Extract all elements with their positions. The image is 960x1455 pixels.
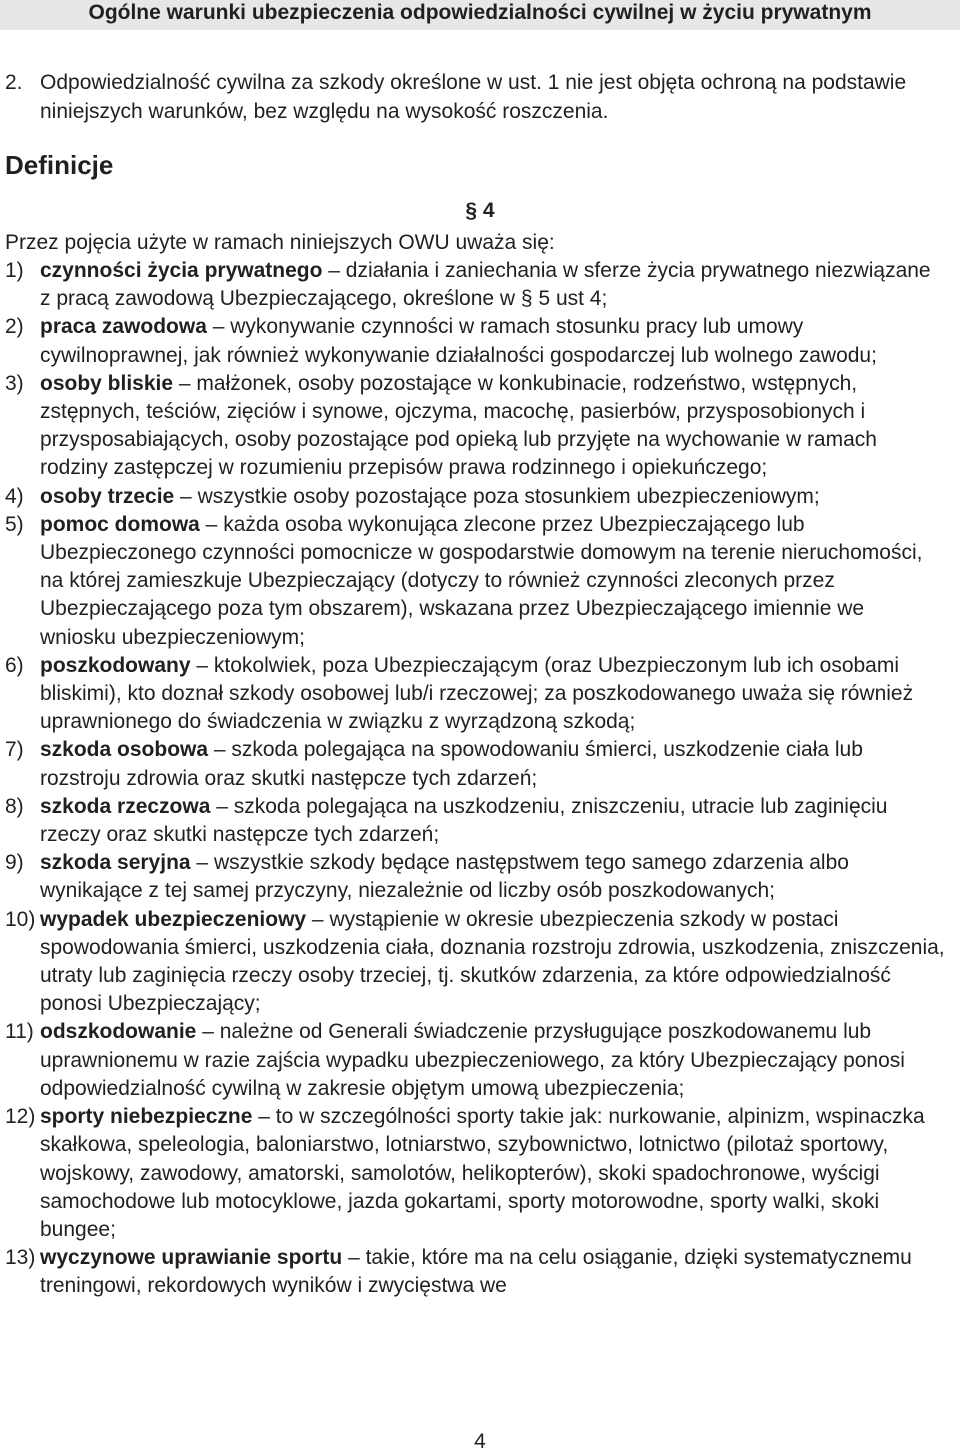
definition-item [0, 483, 945, 511]
definition-body [40, 1018, 945, 1103]
definition-number: 10) [5, 907, 36, 931]
definition-item [0, 370, 945, 483]
definition-item [0, 652, 945, 737]
definition-body [40, 511, 945, 652]
definition-body [40, 483, 945, 511]
definition-body [40, 1103, 945, 1244]
intro-item [0, 68, 950, 126]
definition-text: – małżonek, osoby pozostające w konkubinacie, rodzeństwo, wstępnych, zstępnych, teściów, zięciów i synowe, ojczyma, macochę, pasierbów, przysposobionych i przysposabiających, osoby pozostające pod opieką lub przyjęte na wychowanie w ramach rodziny zastępczej w rozumieniu przepisów prawa rodzinnego i opiekuńczego; [40, 371, 877, 480]
definition-item [0, 736, 945, 792]
definition-term: czynności życia prywatnego [40, 259, 323, 282]
definition-term: odszkodowanie [40, 1020, 197, 1044]
definition-number: 4) [5, 484, 24, 508]
definition-term: osoby bliskie [40, 371, 174, 395]
definition-text: – wykonywanie czynności w ramach stosunku pracy lub umowy cywilnoprawnej, jak również wykonywanie działalności gospodarczej lub wolnego zawodu; [40, 315, 877, 367]
definition-text: – każda osoba wykonująca zlecone przez Ubezpieczającego lub Ubezpieczonego czynności pomocnicze w gospodarstwie domowym na terenie nieruchomości, na której zamieszkuje Ubezpieczający (dotyczy to również czynności zleconych przez Ubezpieczającego poza tym obszarem), wskazana przez Ubezpieczającego imiennie we wniosku ubezpieczeniowym; [40, 512, 923, 649]
intro-text: Odpowiedzialność cywilna za szkody określone w ust. 1 nie jest objęta ochroną na podstawie niniejszych warunków, bez względu na wysokość roszczenia. [40, 71, 907, 123]
definition-text: – szkoda polegająca na spowodowaniu śmierci, uszkodzenie ciała lub rozstroju zdrowia oraz skutki następcze tych zdarzeń; [40, 738, 863, 790]
definition-text: – działania i zaniechania w sferze życia prywatnego niezwiązane z pracą zawodową Ubezpieczającego, określone w § 5 ust 4; [40, 259, 931, 311]
definition-item [0, 793, 945, 849]
definition-text: – takie, które ma na celu osiąganie, dzięki systematycznemu treningowi, rekordowych wyników i zwycięstwa we [40, 1246, 912, 1298]
document-title: Ogólne warunki ubezpieczenia odpowiedzialności cywilnej w życiu prywatnym [88, 1, 872, 24]
page-number: 4 [474, 1430, 486, 1453]
definition-item [0, 849, 945, 905]
definition-number: 7) [5, 738, 24, 762]
definitions-list [0, 257, 945, 1301]
definition-term: poszkodowany [40, 653, 191, 677]
definitions-lead: Przez pojęcia użyte w ramach niniejszych OWU uważa się: [5, 231, 555, 254]
definition-number: 3) [5, 371, 24, 395]
definition-item [0, 1103, 945, 1244]
definition-number: 11) [5, 1020, 34, 1044]
definition-item [0, 1244, 945, 1300]
definition-text: – wszystkie szkody będące następstwem tego samego zdarzenia albo wynikające z tej samej przyczyny, niezależnie od liczby osób poszkodowanych; [40, 851, 849, 903]
definition-text: – wszystkie osoby pozostające poza stosunkiem ubezpieczeniowym; [174, 484, 820, 508]
definition-term: wyczynowe uprawianie sportu [40, 1246, 343, 1270]
page-header [0, 0, 960, 30]
definition-item [0, 313, 945, 369]
definition-body [40, 370, 945, 483]
definition-text: – ktokolwiek, poza Ubezpieczającym (oraz Ubezpieczonym lub ich osobami bliskimi), kto doznał szkody osobowej lub/i rzeczowej; za poszkodowanego uważa się również uprawnionego do świadczenia w związku z wyrządzoną szkodą; [40, 653, 914, 734]
section-heading: Definicje [5, 150, 114, 180]
definition-body [40, 652, 945, 737]
definition-text: – należne od Generali świadczenie przysługujące poszkodowanemu lub uprawnionemu w razie zajścia wypadku ubezpieczeniowego, za który Ubezpieczający ponosi odpowiedzialność cywilną w zakresie objętym umową ubezpieczenia; [40, 1020, 905, 1100]
definition-body [40, 849, 945, 905]
intro-number: 2. [5, 71, 23, 94]
definition-number: 9) [5, 851, 24, 875]
definition-item [0, 511, 945, 652]
paragraph-number: § 4 [465, 199, 495, 222]
definition-number: 5) [5, 512, 24, 536]
definition-number: 1) [5, 259, 24, 282]
definition-number: 12) [5, 1105, 36, 1129]
definition-text: – szkoda polegająca na uszkodzeniu, zniszczeniu, utracie lub zaginięciu rzeczy oraz skutki następcze tych zdarzeń; [40, 794, 888, 847]
definition-item [0, 1018, 945, 1103]
definition-term: wypadek ubezpieczeniowy [40, 907, 307, 931]
definition-body [40, 793, 945, 849]
definition-number: 2) [5, 315, 24, 339]
definition-number: 8) [5, 794, 24, 818]
definition-item [0, 906, 945, 1019]
definition-term: osoby trzecie [40, 484, 175, 508]
definition-term: szkoda seryjna [40, 851, 191, 875]
definition-term: sporty niebezpieczne [40, 1105, 253, 1129]
definition-body [40, 1244, 945, 1300]
definition-body [40, 736, 945, 792]
definition-item [0, 257, 945, 313]
definition-text: – wystąpienie w okresie ubezpieczenia szkody w postaci spowodowania śmierci, uszkodzenia ciała, doznania rozstroju zdrowia, uszkodzenia, zniszczenia, utraty lub zaginięcia rzeczy osoby trzeciej, tj. skutków zdarzenia, za które odpowiedzialność ponosi Ubezpieczający; [40, 907, 945, 1016]
definition-term: pomoc domowa [40, 512, 200, 536]
definition-term: szkoda rzeczowa [40, 794, 211, 818]
definition-text: – to w szczególności sporty takie jak: nurkowanie, alpinizm, wspinaczka skałkowa, speleologia, baloniarstwo, lotniarstwo, szybownictwo, lotnictwo (pilotaż sportowy, wojskowy, zawodowy, amatorski, samolotów, helikopterów), skoki spadochronowe, wyścigi samochodowe lub motocyklowe, jazda gokartami, sporty motorowodne, sporty walki, skoki bungee; [40, 1105, 925, 1241]
definition-body [40, 257, 945, 313]
definition-number: 6) [5, 653, 24, 677]
definition-body [40, 313, 945, 369]
definition-term: praca zawodowa [40, 315, 207, 339]
definition-term: szkoda osobowa [40, 738, 209, 762]
definition-body [40, 906, 945, 1019]
definition-number: 13) [5, 1246, 36, 1270]
